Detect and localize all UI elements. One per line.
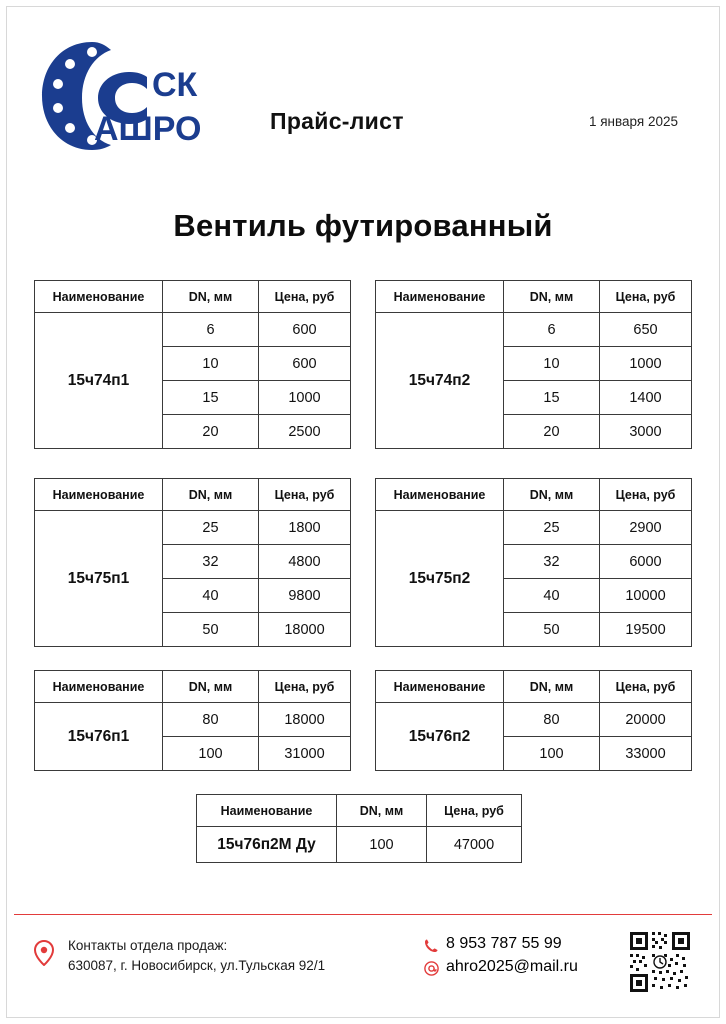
location-pin-icon xyxy=(34,940,54,966)
price-value: 600 xyxy=(259,313,351,347)
price-table xyxy=(34,280,351,449)
dn-value: 40 xyxy=(163,579,259,613)
table-header-row xyxy=(376,479,692,511)
logo-text-bottom: АШРО xyxy=(94,110,202,148)
product-name: 15ч76п2 xyxy=(376,703,504,771)
price-value: 600 xyxy=(259,347,351,381)
price-value: 1400 xyxy=(600,381,692,415)
contacts-block xyxy=(68,936,325,976)
price-value: 19500 xyxy=(600,613,692,647)
product-name: 15ч74п2 xyxy=(376,313,504,449)
column-header-price: Цена, руб xyxy=(259,671,351,703)
table-row xyxy=(35,511,351,545)
email-address[interactable]: ahro2025@mail.ru xyxy=(446,958,578,975)
phone-icon xyxy=(424,938,439,953)
table-header-row xyxy=(376,671,692,703)
column-header-dn: DN, мм xyxy=(163,281,259,313)
dn-value: 20 xyxy=(504,415,600,449)
price-value: 18000 xyxy=(259,613,351,647)
price-value: 1000 xyxy=(600,347,692,381)
dn-value: 32 xyxy=(504,545,600,579)
dn-value: 15 xyxy=(163,381,259,415)
dn-value: 25 xyxy=(163,511,259,545)
company-logo xyxy=(34,36,239,161)
dn-value: 100 xyxy=(163,737,259,771)
qr-code-icon[interactable] xyxy=(628,930,692,994)
table-row xyxy=(35,313,351,347)
price-value: 18000 xyxy=(259,703,351,737)
dn-value: 6 xyxy=(504,313,600,347)
document-date: 1 января 2025 xyxy=(588,114,678,129)
price-value: 1000 xyxy=(259,381,351,415)
dn-value: 100 xyxy=(337,827,427,863)
document-type-title: Прайс-лист xyxy=(270,108,404,134)
price-value: 31000 xyxy=(259,737,351,771)
table-row xyxy=(35,703,351,737)
logo-text-top: СК xyxy=(152,66,198,104)
table-row xyxy=(376,703,692,737)
table-header-row xyxy=(197,795,522,827)
table-header-row xyxy=(35,479,351,511)
price-table xyxy=(34,478,351,647)
table-row xyxy=(376,313,692,347)
price-value: 20000 xyxy=(600,703,692,737)
dn-value: 50 xyxy=(163,613,259,647)
price-value: 10000 xyxy=(600,579,692,613)
product-name: 15ч74п1 xyxy=(35,313,163,449)
footer-divider xyxy=(14,914,712,915)
column-header-name: Наименование xyxy=(197,795,337,827)
dn-value: 50 xyxy=(504,613,600,647)
dn-value: 80 xyxy=(504,703,600,737)
price-table xyxy=(375,478,692,647)
product-name: 15ч76п1 xyxy=(35,703,163,771)
document-footer xyxy=(0,922,726,1022)
column-header-price: Цена, руб xyxy=(600,671,692,703)
dn-value: 15 xyxy=(504,381,600,415)
column-header-dn: DN, мм xyxy=(163,479,259,511)
price-value: 33000 xyxy=(600,737,692,771)
column-header-price: Цена, руб xyxy=(259,479,351,511)
price-value: 1800 xyxy=(259,511,351,545)
dn-value: 80 xyxy=(163,703,259,737)
price-value: 650 xyxy=(600,313,692,347)
phone-number[interactable]: 8 953 787 55 99 xyxy=(446,935,562,952)
column-header-price: Цена, руб xyxy=(427,795,522,827)
column-header-dn: DN, мм xyxy=(337,795,427,827)
price-value: 9800 xyxy=(259,579,351,613)
price-table xyxy=(34,670,351,771)
price-table xyxy=(375,670,692,771)
dn-value: 10 xyxy=(163,347,259,381)
document-header xyxy=(0,0,726,190)
product-name: 15ч75п2 xyxy=(376,511,504,647)
column-header-dn: DN, мм xyxy=(163,671,259,703)
column-header-price: Цена, руб xyxy=(259,281,351,313)
column-header-price: Цена, руб xyxy=(600,281,692,313)
dn-value: 32 xyxy=(163,545,259,579)
dn-value: 6 xyxy=(163,313,259,347)
column-header-name: Наименование xyxy=(376,671,504,703)
dn-value: 25 xyxy=(504,511,600,545)
email-icon xyxy=(424,961,439,976)
price-value: 6000 xyxy=(600,545,692,579)
contacts-address: 630087, г. Новосибирск, ул.Тульская 92/1 xyxy=(68,958,326,973)
column-header-dn: DN, мм xyxy=(504,671,600,703)
column-header-name: Наименование xyxy=(376,281,504,313)
price-table xyxy=(375,280,692,449)
column-header-name: Наименование xyxy=(35,281,163,313)
column-header-name: Наименование xyxy=(35,479,163,511)
price-value: 2900 xyxy=(600,511,692,545)
price-value: 2500 xyxy=(259,415,351,449)
column-header-dn: DN, мм xyxy=(504,479,600,511)
dn-value: 20 xyxy=(163,415,259,449)
page-title: Вентиль футированный xyxy=(173,208,553,243)
product-name: 15ч75п1 xyxy=(35,511,163,647)
column-header-name: Наименование xyxy=(35,671,163,703)
price-value: 4800 xyxy=(259,545,351,579)
product-name: 15ч76п2М Ду xyxy=(197,827,337,863)
column-header-name: Наименование xyxy=(376,479,504,511)
dn-value: 40 xyxy=(504,579,600,613)
dn-value: 100 xyxy=(504,737,600,771)
table-row xyxy=(197,827,522,863)
table-header-row xyxy=(376,281,692,313)
price-table xyxy=(196,794,522,863)
contacts-label: Контакты отдела продаж: xyxy=(68,938,228,953)
price-value: 3000 xyxy=(600,415,692,449)
price-value: 47000 xyxy=(427,827,522,863)
column-header-dn: DN, мм xyxy=(504,281,600,313)
table-header-row xyxy=(35,281,351,313)
column-header-price: Цена, руб xyxy=(600,479,692,511)
dn-value: 10 xyxy=(504,347,600,381)
table-header-row xyxy=(35,671,351,703)
table-row xyxy=(376,511,692,545)
